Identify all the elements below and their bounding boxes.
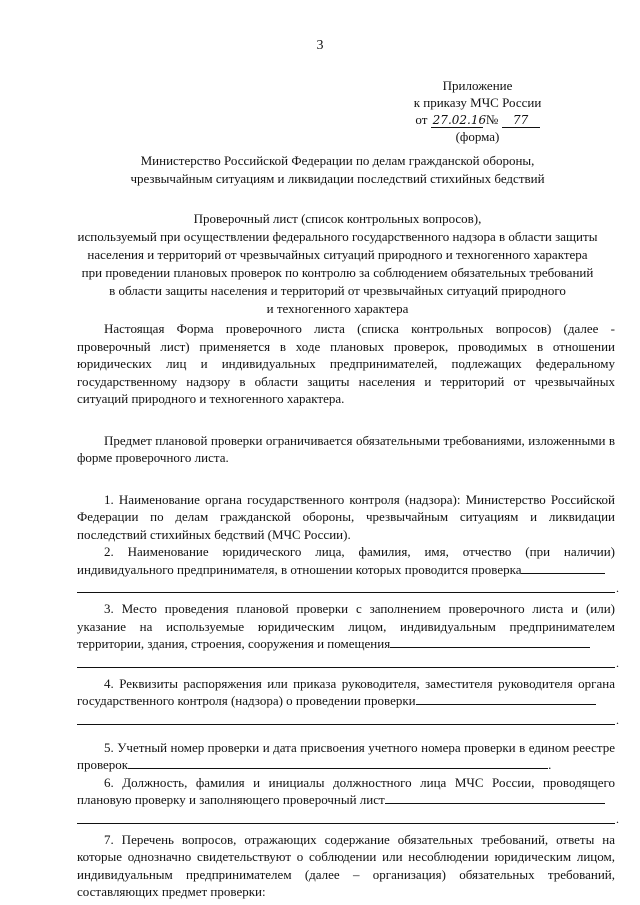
item-5-text: 5. Учетный номер проверки и дата присвоения учетного номера проверки в едином реестре проверок [77,739,615,772]
document-body [77,320,619,901]
ministry-line-1: Министерство Российской Федерации по делам гражданской обороны, [140,153,535,168]
item-5-registry-number [77,739,615,774]
item-4-order-details [77,675,615,710]
title-line-1: Проверочный лист (список контрольных вопросов), [193,211,482,226]
appendix-date-number [410,111,545,128]
form-label: (форма) [455,129,500,144]
line-end-dot: . [548,757,552,772]
item-2-text: 2. Наименование юридического лица, фамилия, имя, отчество (при наличии) индивидуального предпринимателя, в отношении которых проводится проверка [77,544,615,577]
item-6-inspector [77,774,615,809]
item-2-answer-line [77,578,619,595]
intro-paragraph-1: Настоящая Форма проверочного листа (списка контрольных вопросов) (далее - проверочный лист) применяется в ходе плановых проверок, проводимых в отношении юридических лиц и индивидуальных предпринимателей, подлежащих федеральному государственному надзору в области защиты населения и территорий от чрезвычайных ситуаций природного и техногенного характера. [77,321,615,406]
intro-paragraph-2: Предмет плановой проверки ограничивается обязательными требованиями, изложенными в форме проверочного листа. [77,432,615,465]
item-2-fill-line [521,561,605,574]
title-line-4: при проведении плановых проверок по контролю за соблюдением обязательных требований [81,265,594,280]
item-6-answer-line [77,809,619,826]
item-3-answer-line [77,653,619,670]
line-end-dot: . [616,655,619,670]
title-line-3: населения и территорий от чрезвычайных ситуаций природного и техногенного характера [87,247,588,262]
item-3-fill-line [390,635,590,648]
item-3-text: 3. Место проведения плановой проверки с заполнением проверочного листа и (или) указание на используемые юридическим лицом, индивидуальным предпринимателем территории, здания, строения, сооружения и помещения [77,601,615,651]
item-7-question-list: 7. Перечень вопросов, отражающих содержание обязательных требований, ответы на которые однозначно свидетельствуют о соблюдении или несоблюдении юридическим лицом, индивидуальным предпринимателем (далее – организация) обязательных требований, составляющих предмет проверки: [77,831,615,899]
item-6-fill-line [385,791,605,804]
line-end-dot: . [616,712,619,727]
title-line-2: используемый при осуществлении федерального государственного надзора в области защиты [77,229,598,244]
page-number: 3 [316,38,324,53]
line-end-dot: . [616,581,619,595]
item-3-inspection-place [77,600,615,653]
line-end-dot: . [616,811,619,826]
appendix-title: Приложение [442,78,513,93]
ministry-line-2: чрезвычайным ситуациям и ликвидации последствий стихийных бедствий [130,171,545,186]
title-line-6: и техногенного характера [266,301,409,316]
item-4-text: 4. Реквизиты распоряжения или приказа руководителя, заместителя руководителя органа государственного контроля (надзора) о проведении проверки [77,675,615,708]
appendix-order-ref: к приказу МЧС России [413,95,542,110]
appendix-block [410,77,545,145]
item-6-text: 6. Должность, фамилия и инициалы должностного лица МЧС России, проводящего плановую проверку и заполняющего проверочный лист [77,774,615,807]
item-1-supervisory-body: 1. Наименование органа государственного контроля (надзора): Министерство Российской Федерации по делам гражданской обороны, чрезвычайным ситуациям и ликвидации последствий стихийных бедствий (МЧС России). [77,491,615,542]
item-2-legal-entity [77,543,615,578]
checklist-title [60,210,615,318]
order-number-handwritten: 77 [502,114,540,128]
item-4-fill-line [416,692,596,705]
item-4-answer-line [77,710,619,727]
item-5-fill-line [128,756,548,769]
date-prefix: от [415,112,428,127]
title-line-5: в области защиты населения и территорий от чрезвычайных ситуаций природного [109,283,566,298]
order-date-handwritten: 27.02.16 [432,113,487,127]
ministry-heading [60,152,615,188]
number-label: № [485,112,499,127]
